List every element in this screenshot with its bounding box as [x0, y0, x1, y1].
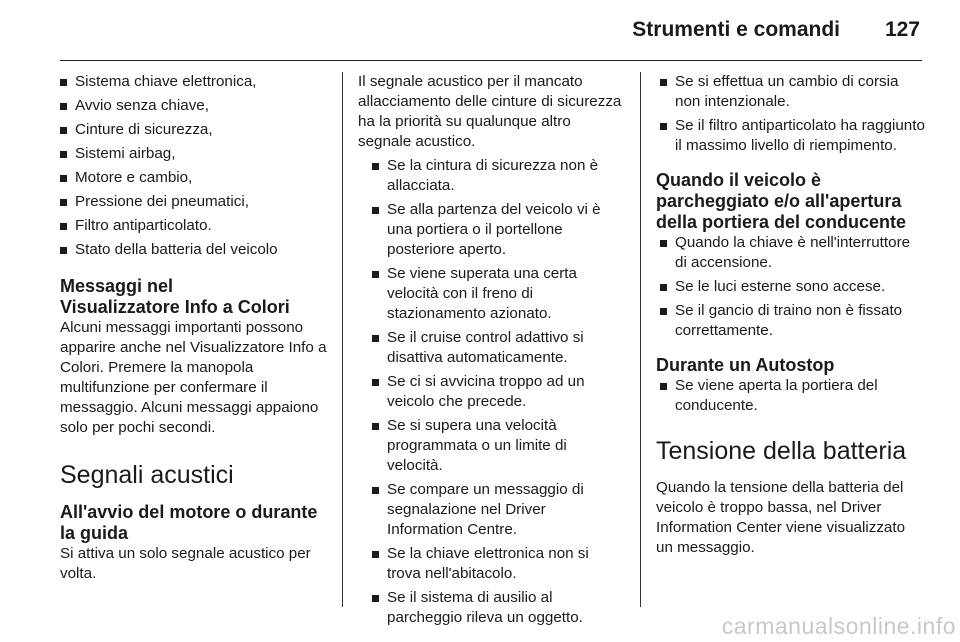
list-item: Se la cintura di sicurezza non è allacciata.	[372, 156, 624, 196]
list-item: Se viene aperta la portiera del conducente.	[660, 376, 926, 416]
list-item: Quando la chiave è nell'interruttore di accensione.	[660, 233, 926, 273]
bullet-icon	[372, 335, 379, 342]
bullet-icon	[60, 175, 67, 182]
section-title-segnali: Segnali acustici	[60, 461, 234, 489]
list-item: Se viene superata una certa velocità con il freno di stazionamento azionato.	[372, 264, 624, 324]
bullet-icon	[60, 127, 67, 134]
list-item: Se il cruise control adattivo si disattiva automaticamente.	[372, 328, 624, 368]
list-item: Sistemi airbag,	[60, 144, 330, 164]
column-3	[656, 72, 926, 562]
list-item: Se compare un messaggio di segnalazione nel Driver Information Centre.	[372, 480, 624, 540]
list-item: Se le luci esterne sono accese.	[660, 277, 926, 297]
list-item: Filtro antiparticolato.	[60, 216, 330, 236]
bullet-icon	[60, 223, 67, 230]
bullet-list-parcheggiato	[656, 233, 926, 341]
bullet-icon	[660, 284, 667, 291]
column-1	[60, 72, 330, 588]
bullet-list-autostop	[656, 376, 926, 416]
heading-avvio: All'avvio del motore o durante la guida	[60, 502, 318, 543]
bullet-icon	[372, 551, 379, 558]
heading-parcheggiato: Quando il veicolo è parcheggiato e/o all'apertura della portiera del conducente	[656, 170, 907, 232]
heading-autostop: Durante un Autostop	[656, 355, 835, 375]
list-item: Se ci si avvicina troppo ad un veicolo che precede.	[372, 372, 624, 412]
bullet-icon	[372, 487, 379, 494]
bullet-list-warnings	[358, 156, 624, 628]
page-header	[0, 0, 960, 62]
list-item: Avvio senza chiave,	[60, 96, 330, 116]
bullet-icon	[60, 247, 67, 254]
bullet-icon	[372, 595, 379, 602]
bullet-list-top	[656, 72, 926, 156]
list-item: Cinture di sicurezza,	[60, 120, 330, 140]
column-divider-1	[342, 72, 343, 607]
list-item: Se il sistema di ausilio al parcheggio rileva un oggetto.	[372, 588, 624, 628]
heading-messaggi: Messaggi nel Visualizzatore Info a Colori	[60, 276, 290, 317]
bullet-icon	[372, 163, 379, 170]
bullet-icon	[660, 240, 667, 247]
watermark: carmanualsonline.info	[721, 613, 956, 639]
column-2	[358, 72, 624, 632]
bullet-list-systems	[60, 72, 330, 260]
header-title: Strumenti e comandi	[632, 18, 840, 41]
bullet-icon	[372, 379, 379, 386]
section-title-tensione: Tensione della batteria	[656, 437, 907, 465]
list-item: Sistema chiave elettronica,	[60, 72, 330, 92]
list-item: Se la chiave elettronica non si trova nell'abitacolo.	[372, 544, 624, 584]
bullet-icon	[60, 199, 67, 206]
list-item: Se si supera una velocità programmata o un limite di velocità.	[372, 416, 624, 476]
bullet-icon	[60, 103, 67, 110]
list-item: Se alla partenza del veicolo vi è una portiera o il portellone posteriore aperto.	[372, 200, 624, 260]
bullet-icon	[660, 79, 667, 86]
column-divider-2	[640, 72, 641, 607]
bullet-icon	[372, 423, 379, 430]
list-item: Pressione dei pneumatici,	[60, 192, 330, 212]
list-item: Se il filtro antiparticolato ha raggiunto il massimo livello di riempimento.	[660, 116, 926, 156]
header-divider	[60, 60, 922, 61]
bullet-icon	[660, 123, 667, 130]
bullet-icon	[660, 383, 667, 390]
bullet-icon	[60, 79, 67, 86]
bullet-icon	[660, 308, 667, 315]
list-item: Motore e cambio,	[60, 168, 330, 188]
paragraph-intro: Il segnale acustico per il mancato allacciamento delle cinture di sicurezza ha la priorità su qualunque altro segnale acustico.	[358, 73, 622, 150]
paragraph-avvio: Si attiva un solo segnale acustico per volta.	[60, 545, 311, 582]
paragraph-messaggi: Alcuni messaggi importanti possono apparire anche nel Visualizzatore Info a Colori. Premere la manopola multifunzione per confermare il messaggio. Alcuni messaggi appaiono solo per pochi secondi.	[60, 319, 327, 436]
list-item: Stato della batteria del veicolo	[60, 240, 330, 260]
list-item: Se si effettua un cambio di corsia non intenzionale.	[660, 72, 926, 112]
page-number: 127	[884, 18, 920, 41]
bullet-icon	[372, 207, 379, 214]
bullet-icon	[372, 271, 379, 278]
paragraph-tensione: Quando la tensione della batteria del veicolo è troppo bassa, nel Driver Information Center viene visualizzato un messaggio.	[656, 479, 906, 556]
bullet-icon	[60, 151, 67, 158]
list-item: Se il gancio di traino non è fissato correttamente.	[660, 301, 926, 341]
